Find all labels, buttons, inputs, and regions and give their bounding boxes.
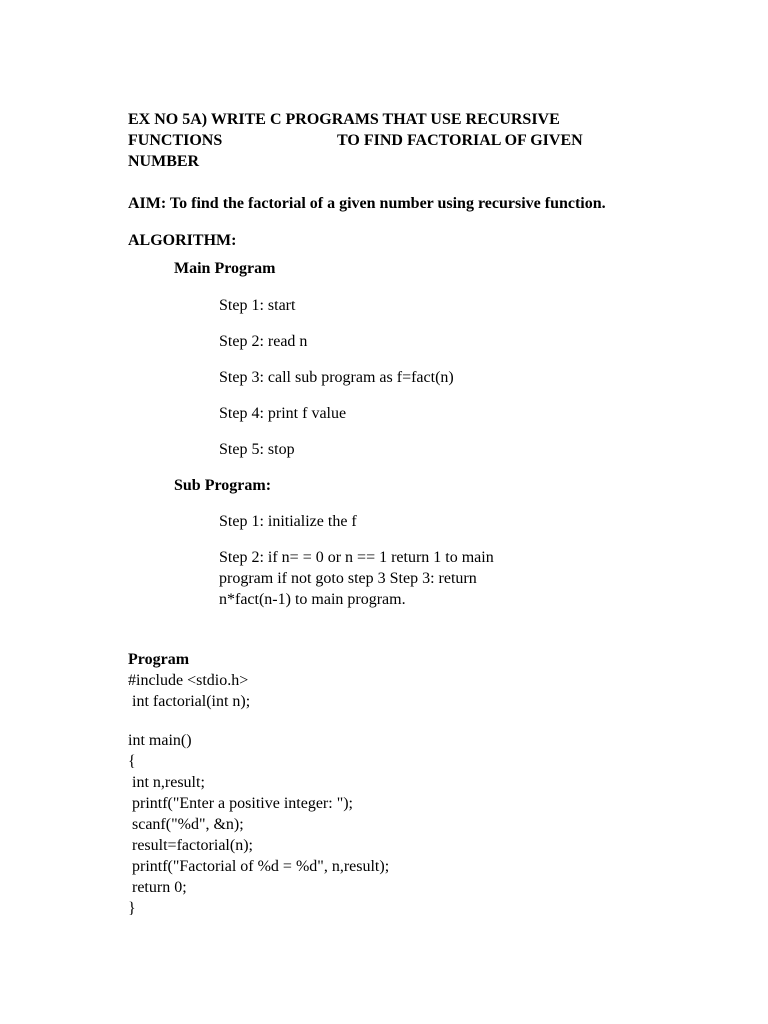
code-line: printf("Enter a positive integer: "); bbox=[128, 795, 353, 812]
main-step-4: Step 4: print f value bbox=[219, 405, 347, 422]
sub-program-heading: Sub Program: bbox=[174, 477, 272, 494]
code-line: int factorial(int n); bbox=[128, 693, 251, 710]
code-line: { bbox=[128, 753, 136, 770]
page-title-line-2a: FUNCTIONS bbox=[128, 132, 223, 149]
main-step-2: Step 2: read n bbox=[219, 333, 308, 350]
code-line: #include <stdio.h> bbox=[128, 672, 249, 689]
sub-step-1: Step 1: initialize the f bbox=[219, 513, 357, 530]
page-title-line-3: NUMBER bbox=[128, 153, 200, 170]
sub-step-2-line-2: program if not goto step 3 Step 3: return bbox=[219, 570, 477, 587]
code-line: printf("Factorial of %d = %d", n,result); bbox=[128, 858, 390, 875]
code-line: } bbox=[128, 900, 136, 917]
sub-step-2-line-3: n*fact(n-1) to main program. bbox=[219, 591, 406, 608]
page-title-line-2b: TO FIND FACTORIAL OF GIVEN bbox=[337, 132, 583, 149]
code-line: int n,result; bbox=[128, 774, 205, 791]
page-title-line-1: EX NO 5A) WRITE C PROGRAMS THAT USE RECURSIVE bbox=[128, 111, 560, 128]
main-step-1: Step 1: start bbox=[219, 297, 296, 314]
main-step-3: Step 3: call sub program as f=fact(n) bbox=[219, 369, 454, 386]
main-step-5: Step 5: stop bbox=[219, 441, 295, 458]
main-program-heading: Main Program bbox=[174, 260, 276, 277]
code-line: scanf("%d", &n); bbox=[128, 816, 244, 833]
aim-statement: AIM: To find the factorial of a given number using recursive function. bbox=[128, 195, 606, 212]
sub-step-2-line-1: Step 2: if n= = 0 or n == 1 return 1 to main bbox=[219, 549, 494, 566]
program-heading: Program bbox=[128, 651, 190, 668]
algorithm-heading: ALGORITHM: bbox=[128, 232, 237, 249]
code-line: return 0; bbox=[128, 879, 187, 896]
code-line: result=factorial(n); bbox=[128, 837, 253, 854]
code-line: int main() bbox=[128, 732, 192, 749]
